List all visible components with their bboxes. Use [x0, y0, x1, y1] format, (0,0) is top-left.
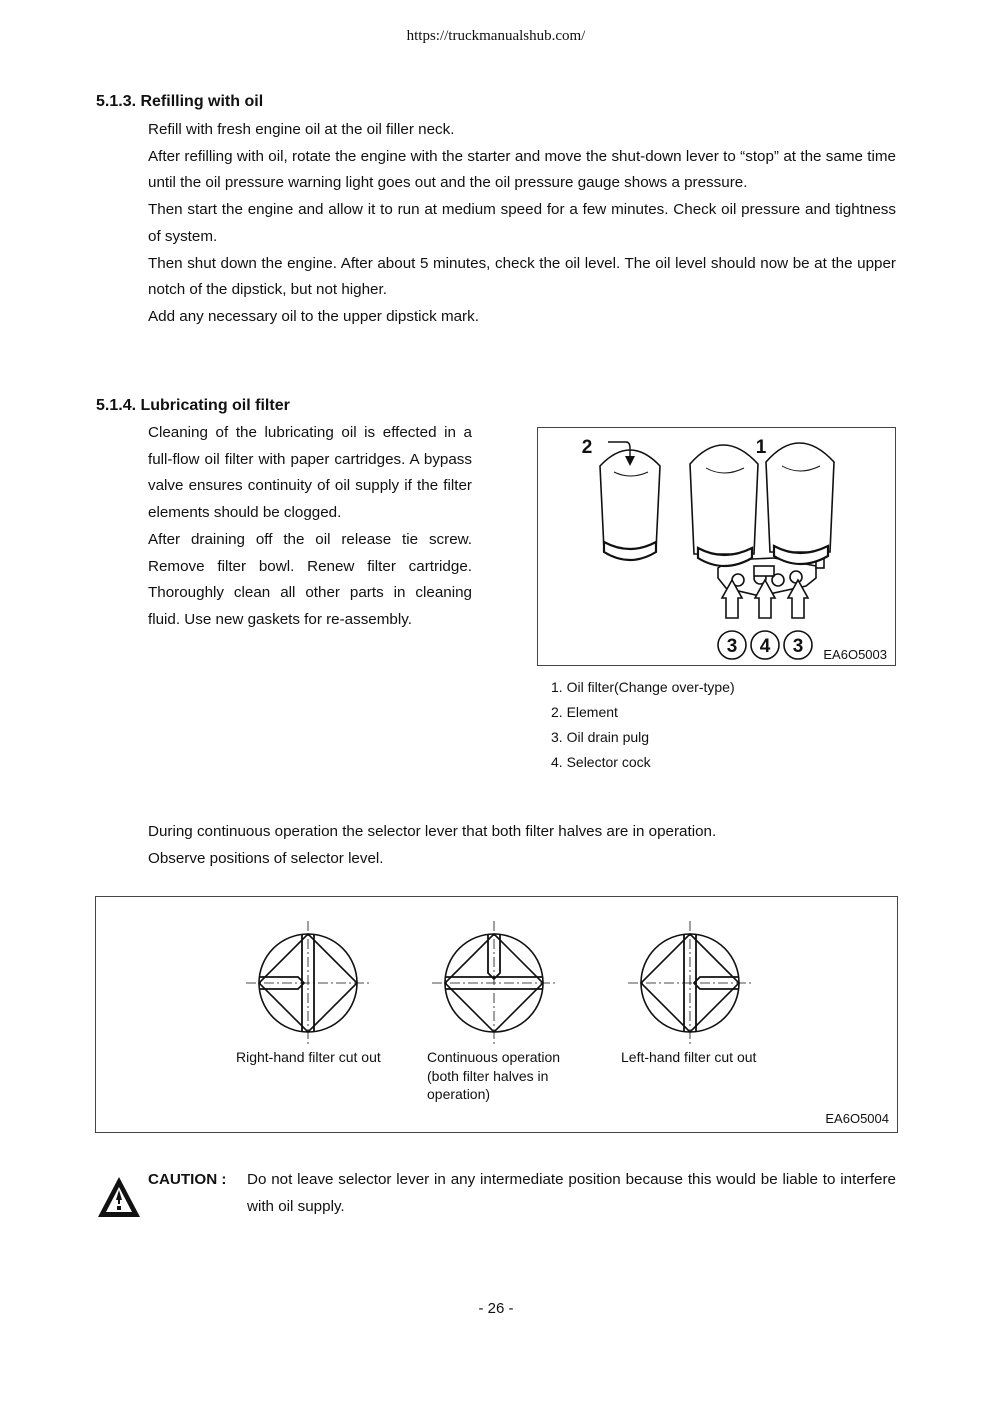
selector-positions-figure: [95, 896, 898, 1133]
paragraph: Cleaning of the lubricating oil is effected in a full-flow oil filter with paper cartridges. A bypass valve ensures continuity of oil supply if the filter elements should be clogged.: [148, 424, 472, 522]
legend-item: 3. Oil drain pulg: [551, 729, 650, 745]
section-body-oil-filter: [148, 420, 472, 634]
figure-legend: [551, 675, 735, 775]
caption-continuous: [427, 1048, 560, 1104]
legend-item: 1. Oil filter(Change over-type): [551, 679, 735, 695]
caption-left-cutout: Left-hand filter cut out: [621, 1049, 757, 1065]
caution-text: Do not leave selector lever in any intermediate position because this would be liable to interfere with oil supply.: [247, 1171, 896, 1215]
operation-text: [148, 819, 896, 872]
oil-filter-figure: [537, 427, 896, 666]
oil-filter-drawing: [538, 428, 895, 665]
caption-line: Continuous operation: [427, 1049, 561, 1065]
section-title-refilling: 5.1.3. Refilling with oil: [96, 93, 264, 110]
legend-item: 4. Selector cock: [551, 754, 651, 770]
legend-item: 2. Element: [551, 704, 618, 720]
caption-line: (both filter halves in: [427, 1067, 549, 1084]
callout-1-label: 1: [755, 437, 767, 458]
paragraph: Refill with fresh engine oil at the oil filler neck.: [148, 121, 455, 138]
section-title-oil-filter: 5.1.4. Lubricating oil filter: [96, 397, 290, 414]
paragraph: Then shut down the engine. After about 5 minutes, check the oil level. The oil level should now be at the upper notch of the dipstick, but not higher.: [148, 254, 896, 299]
callout-4-label: 4: [759, 636, 771, 657]
figure-code: EA6O5003: [823, 647, 887, 662]
figure-code: EA6O5004: [825, 1111, 889, 1126]
callout-3-right-label: 3: [792, 636, 804, 657]
paragraph: Add any necessary oil to the upper dipstick mark.: [148, 307, 479, 325]
paragraph: After refilling with oil, rotate the engine with the starter and move the shut-down lever to “stop” at the same time until the oil pressure warning light goes out and the oil pressure gauge shows a pressure.: [148, 147, 896, 192]
caution-label: CAUTION :: [148, 1171, 227, 1188]
paragraph: Observe positions of selector level.: [148, 849, 384, 867]
filter-bowl-left-shape: [690, 445, 758, 554]
selector-continuous-icon: [432, 921, 556, 1045]
callout-3-left-label: 3: [726, 636, 738, 657]
section-body-refilling: [148, 117, 896, 331]
paragraph: During continuous operation the selector lever that both filter halves are in operation.: [148, 823, 717, 840]
warning-triangle-icon: [96, 1174, 142, 1220]
header-url[interactable]: https://truckmanualshub.com/: [406, 28, 586, 44]
paragraph: Then start the engine and allow it to run at medium speed for a few minutes. Check oil pressure and tightness of system.: [148, 201, 896, 245]
paragraph: After draining off the oil release tie screw. Remove filter bowl. Renew filter cartridge. Thoroughly clean all other parts in cleaning fluid. Use new gaskets for re-assembly.: [148, 530, 472, 628]
page-number: - 26 -: [478, 1300, 514, 1317]
callout-2-label: 2: [581, 437, 593, 458]
caption-line: operation): [427, 1086, 491, 1102]
selector-left-cutout-icon: [628, 921, 752, 1045]
filter-bowl-right-shape: [766, 443, 834, 552]
caption-right-cutout: Right-hand filter cut out: [236, 1049, 381, 1065]
selector-right-cutout-icon: [246, 921, 370, 1045]
